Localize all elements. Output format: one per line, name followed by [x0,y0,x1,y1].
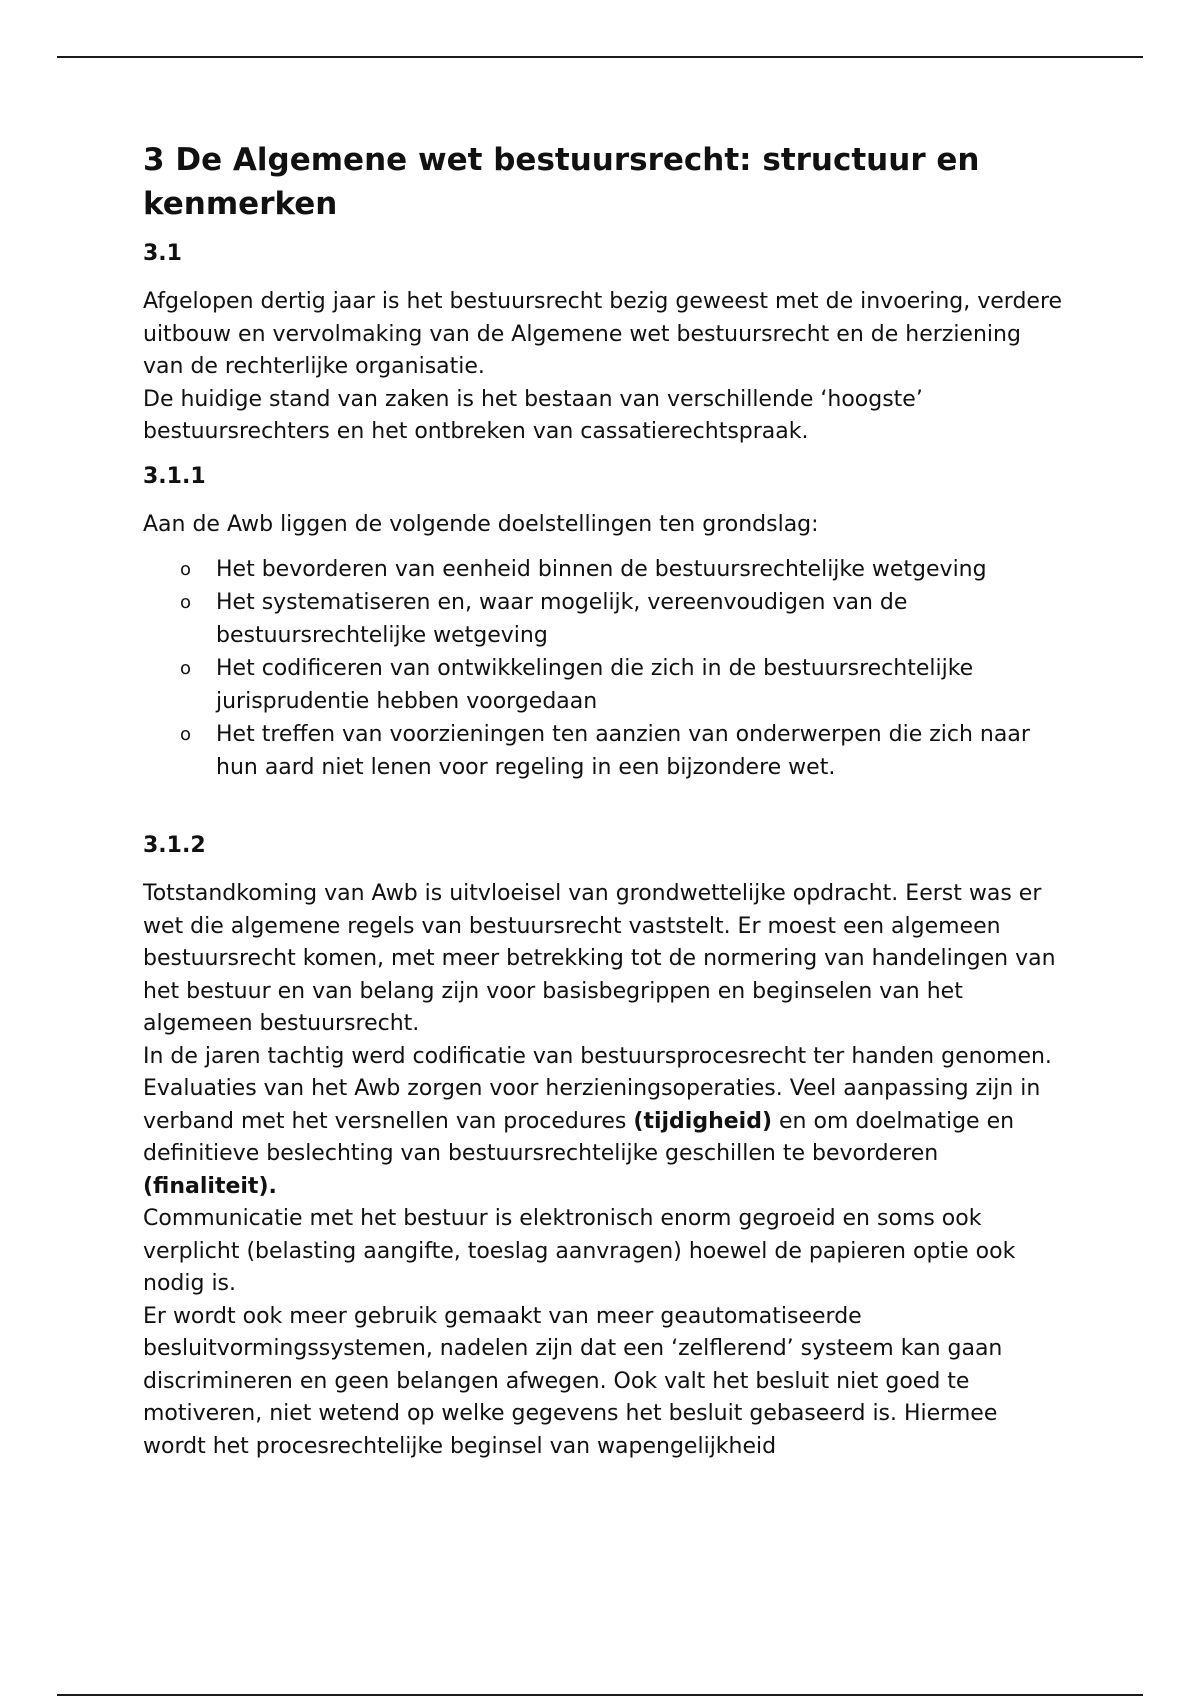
paragraph-text: Evaluaties van het Awb zorgen voor herzieningsoperaties. Veel aanpassing zijn in verband met het versnellen van procedures [143,1076,1041,1134]
header-rule [57,56,1143,58]
section-3-1-2 [143,832,1063,1463]
list-item-text: Het codificeren van ontwikkelingen die zich in de bestuursrechtelijke jurisprudentie hebben voorgedaan [216,656,974,714]
paragraph [143,1073,1063,1203]
bold-term-tijdigheid: (tijdigheid) [633,1108,773,1134]
list-item [143,586,1063,652]
bullet-icon: o [180,592,192,613]
list-item-text: Het bevorderen van eenheid binnen de bestuursrechtelijke wetgeving [216,557,987,582]
list-item [143,652,1063,718]
bold-term-finaliteit: (finaliteit). [143,1173,277,1199]
section-3-1-1 [143,463,1063,785]
paragraph: Er wordt ook meer gebruik gemaakt van meer geautomatiseerde besluitvormingssystemen, nadelen zijn dat een ‘zelflerend’ systeem kan gaan discrimineren en geen belangen afwegen. Ook valt het besluit niet goed te motiveren, niet wetend op welke gegevens het besluit gebaseerd is. Hiermee wordt het procesrechtelijke beginsel van wapengelijkheid [143,1303,1003,1459]
list-item [143,553,1063,586]
paragraph: In de jaren tachtig werd codificatie van bestuursprocesrecht ter handen genomen. [143,1043,1052,1069]
section-heading: 3.1 [143,241,182,266]
section-heading: 3.1.1 [143,463,206,489]
list-item-text: Het treffen van voorzieningen ten aanzien van onderwerpen die zich naar hun aard niet lenen voor regeling in een bijzondere wet. [216,722,1030,780]
paragraph: Totstandkoming van Awb is uitvloeisel van grondwettelijke opdracht. Eerst was er wet die algemene regels van bestuursrecht vaststelt. Er moest een algemeen bestuursrecht komen, met meer betrekking tot de normering van handelingen van het bestuur en van belang zijn voor basisbegrippen en beginselen van het algemeen bestuursrecht. [143,881,1056,1036]
bullet-icon: o [180,658,192,679]
footer-rule [57,1694,1143,1696]
list-item-text: Het systematiseren en, waar mogelijk, vereenvoudigen van de bestuursrechtelijke wetgeving [216,590,908,648]
chapter-title: 3 De Algemene wet bestuursrecht: structuur en kenmerken [143,142,980,222]
paragraph: Communicatie met het bestuur is elektronisch enorm gegroeid en soms ook verplicht (belasting aangifte, toeslag aanvragen) hoewel de papieren optie ook nodig is. [143,1206,1016,1296]
goals-list [143,553,1063,784]
paragraph-text: en om doelmatige en definitieve beslechting van bestuursrechtelijke geschillen te bevorderen [143,1108,1015,1166]
document-body [143,138,1063,1463]
paragraph: Afgelopen dertig jaar is het bestuursrecht bezig geweest met de invoering, verdere uitbouw en vervolmaking van de Algemene wet bestuursrecht en de herziening van de rechterlijke organisatie. [143,289,1063,379]
section-heading: 3.1.2 [143,833,206,858]
paragraph: De huidige stand van zaken is het bestaan van verschillende ‘hoogste’ bestuursrechters en het ontbreken van cassatierechtspraak. [143,386,923,444]
list-intro: Aan de Awb liggen de volgende doelstellingen ten grondslag: [143,511,819,537]
bullet-icon: o [180,559,192,580]
section-3-1 [143,240,1063,449]
list-item [143,718,1063,784]
bullet-icon: o [180,724,192,745]
